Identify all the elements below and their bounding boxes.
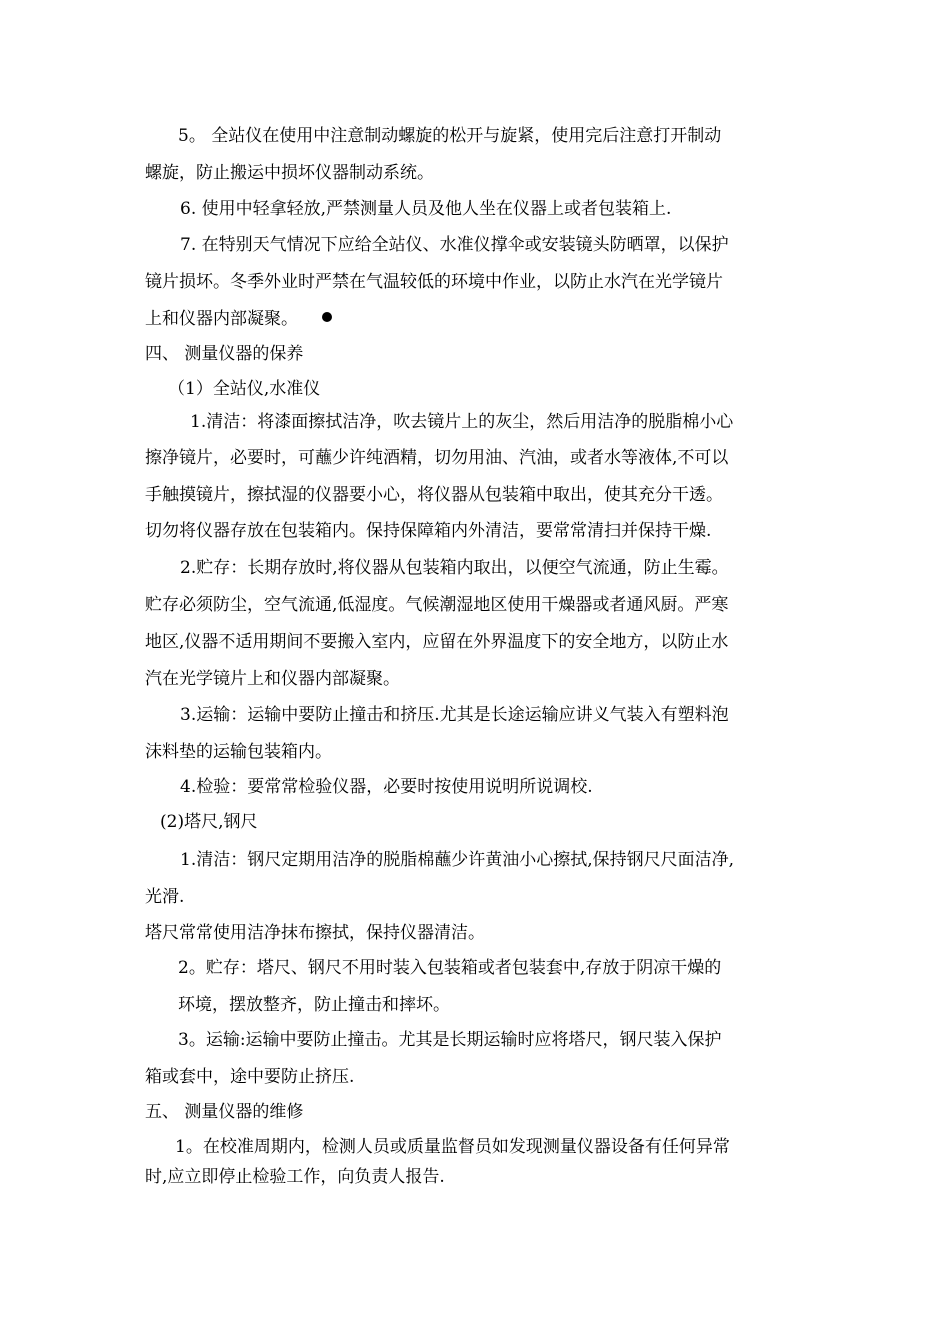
paragraph-line: 时,应立即停止检验工作，向负责人报告. xyxy=(145,1167,445,1187)
paragraph-line: 4.检验：要常常检验仪器，必要时按使用说明所说调校. xyxy=(180,777,593,797)
paragraph-line: 地区,仪器不适用期间不要搬入室内，应留在外界温度下的安全地方，以防止水 xyxy=(145,632,729,652)
section-heading: 五、 测量仪器的维修 xyxy=(145,1102,304,1122)
paragraph-line: 3.运输：运输中要防止撞击和挤压.尤其是长途运输应讲义气装入有塑料泡 xyxy=(180,705,729,725)
paragraph-line: 塔尺常常使用洁净抹布擦拭，保持仪器清洁。 xyxy=(145,923,485,943)
subsection-heading: (2)塔尺,钢尺 xyxy=(160,812,258,832)
section-heading: 四、 测量仪器的保养 xyxy=(145,344,304,364)
bullet-icon xyxy=(322,312,332,322)
paragraph-line: 7. 在特别天气情况下应给全站仪、水准仪撑伞或安装镜头防晒罩，以保护 xyxy=(180,235,729,255)
paragraph-line: 贮存必须防尘，空气流通,低湿度。气候潮湿地区使用干燥器或者通风厨。严寒 xyxy=(145,595,729,615)
paragraph-line: 2。贮存：塔尺、钢尺不用时装入包装箱或者包装套中,存放于阴凉干燥的 xyxy=(178,958,722,978)
paragraph-line-with-bullet xyxy=(145,308,332,330)
subsection-heading: （1）全站仪,水准仪 xyxy=(168,379,321,399)
paragraph-line: 光滑. xyxy=(145,887,185,907)
paragraph-line: 环境，摆放整齐，防止撞击和摔坏。 xyxy=(178,995,450,1015)
paragraph-line: 手触摸镜片，擦拭湿的仪器要小心，将仪器从包装箱中取出，使其充分干透。 xyxy=(145,485,723,505)
paragraph-line: 1.清洁：将漆面擦拭洁净，吹去镜片上的灰尘，然后用洁净的脱脂棉小心 xyxy=(190,412,734,432)
paragraph-line: 擦净镜片，必要时，可蘸少许纯酒精，切勿用油、汽油，或者水等液体,不可以 xyxy=(145,448,729,468)
paragraph-line: 3。运输:运输中要防止撞击。尤其是长期运输时应将塔尺，钢尺装入保护 xyxy=(178,1030,722,1050)
paragraph-line: 螺旋，防止搬运中损坏仪器制动系统。 xyxy=(145,163,434,183)
paragraph-line: 镜片损坏。冬季外业时严禁在气温较低的环境中作业，以防止水汽在光学镜片 xyxy=(145,272,723,292)
paragraph-line: 沫料垫的运输包装箱内。 xyxy=(145,742,332,762)
paragraph-line: 切勿将仪器存放在包装箱内。保持保障箱内外清洁，要常常清扫并保持干燥. xyxy=(145,521,712,541)
paragraph-line: 2.贮存：长期存放时,将仪器从包装箱内取出，以便空气流通，防止生霉。 xyxy=(180,558,729,578)
paragraph-line: 箱或套中，途中要防止挤压. xyxy=(145,1067,355,1087)
paragraph-text: 上和仪器内部凝聚。 xyxy=(145,309,298,329)
paragraph-line: 1。在校准周期内，检测人员或质量监督员如发现测量仪器设备有任何异常 xyxy=(175,1137,730,1157)
paragraph-line: 汽在光学镜片上和仪器内部凝聚。 xyxy=(145,669,400,689)
paragraph-line: 6. 使用中轻拿轻放,严禁测量人员及他人坐在仪器上或者包装箱上. xyxy=(180,199,672,219)
paragraph-line: 5。 全站仪在使用中注意制动螺旋的松开与旋紧，使用完后注意打开制动 xyxy=(178,126,722,146)
paragraph-line: 1.清洁：钢尺定期用洁净的脱脂棉蘸少许黄油小心擦拭,保持钢尺尺面洁净, xyxy=(180,850,735,870)
